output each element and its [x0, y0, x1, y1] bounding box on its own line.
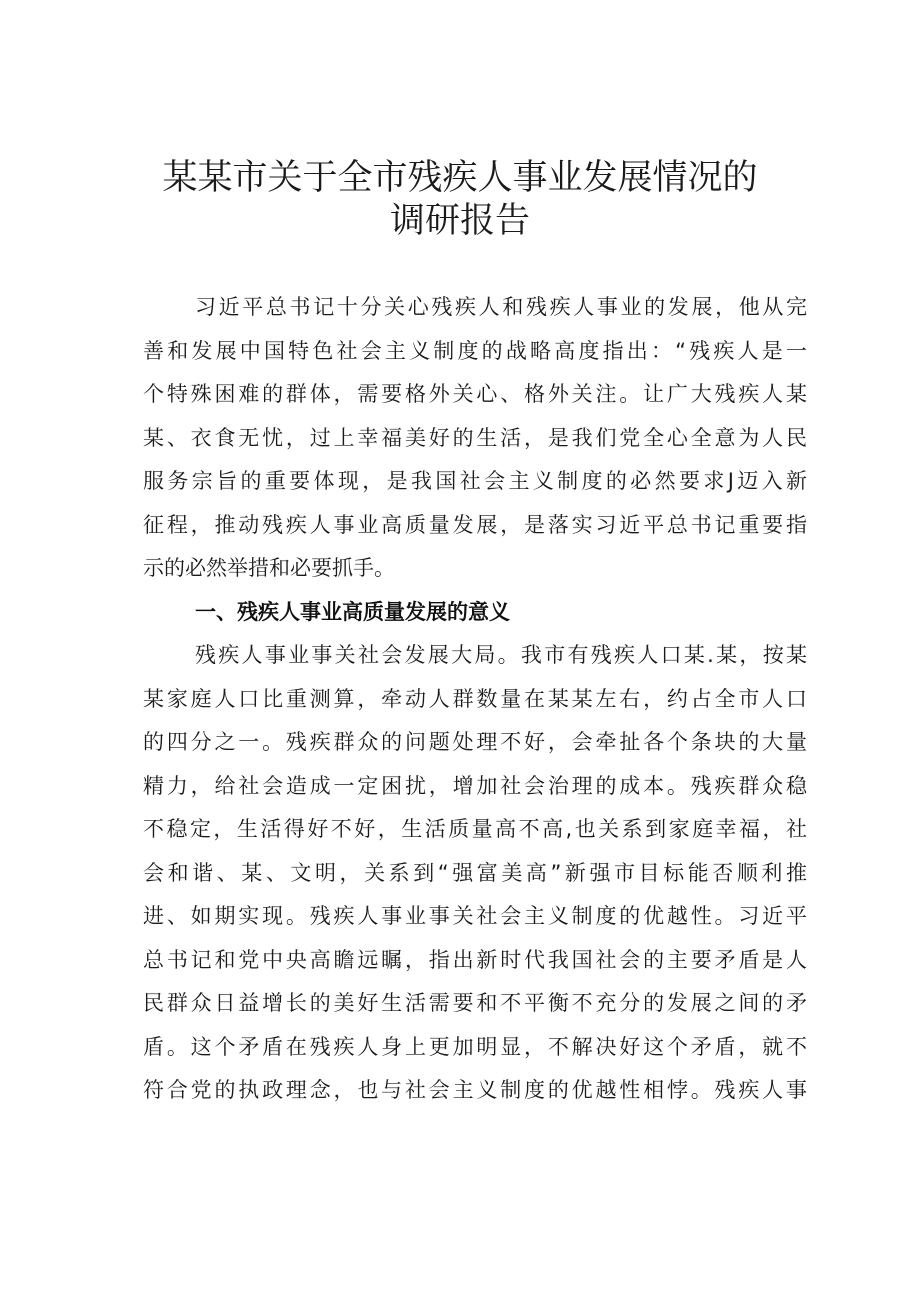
paragraph-line: 符合党的执政理念，也与社会主义制度的优越性相悖。残疾人事 [143, 1078, 807, 1102]
section-heading [143, 591, 807, 635]
paragraph-line: 精力，给社会造成一定困扰，增加社会治理的成本。残疾群众稳 [143, 773, 807, 798]
paragraph-line: 善和发展中国特色社会主义制度的战略高度指出：“残疾人是一 [143, 338, 807, 363]
document-body [143, 286, 807, 1113]
paragraph-line: 不稳定，生活得好不好，生活质量高不高,也关系到家庭幸福，社 [143, 817, 807, 841]
document-title-line-1: 某某市关于全市残疾人事业发展情况的 [162, 158, 758, 198]
paragraph-line: 示的必然举措和必要抓手。 [143, 556, 395, 580]
paragraph-line: 民群众日益增长的美好生活需要和不平衡不充分的发展之间的矛 [143, 991, 807, 1015]
paragraph-line: 残疾人事业事关社会发展大局。我市有残疾人口某.某，按某 [195, 643, 807, 667]
paragraph-significance [143, 634, 807, 1113]
paragraph-line: 会和谐、某、文明，关系到“强富美高”新强市目标能否顺利推 [143, 860, 807, 885]
paragraph-line: 某家庭人口比重测算，牵动人群数量在某某左右，约占全市人口 [143, 686, 807, 711]
paragraph-line: 个特殊困难的群体，需要格外关心、格外关注。让广大残疾人某 [143, 382, 807, 406]
paragraph-line: 进、如期实现。残疾人事业事关社会主义制度的优越性。习近平 [143, 904, 807, 928]
paragraph-line: 总书记和党中央高瞻远瞩，指出新时代我国社会的主要矛盾是人 [143, 947, 807, 972]
paragraph-line: 习近平总书记十分关心残疾人和残疾人事业的发展，他从完 [195, 295, 807, 319]
paragraph-line: 的四分之一。残疾群众的问题处理不好，会牵扯各个条块的大量 [143, 730, 807, 754]
document-title-line-2: 调研报告 [389, 201, 530, 241]
paragraph-line: 服务宗旨的重要体现，是我国社会主义制度的必然要求J迈入新 [143, 469, 807, 493]
paragraph-line: 某、衣食无忧，过上幸福美好的生活，是我们党全心全意为人民 [143, 425, 807, 450]
section-1-heading: 一、残疾人事业高质量发展的意义 [195, 599, 510, 624]
paragraph-line: 征程，推动残疾人事业高质量发展，是落实习近平总书记重要指 [143, 512, 807, 537]
paragraph-intro [143, 286, 807, 591]
paragraph-line: 盾。这个矛盾在残疾人身上更加明显，不解决好这个矛盾，就不 [143, 1034, 807, 1059]
